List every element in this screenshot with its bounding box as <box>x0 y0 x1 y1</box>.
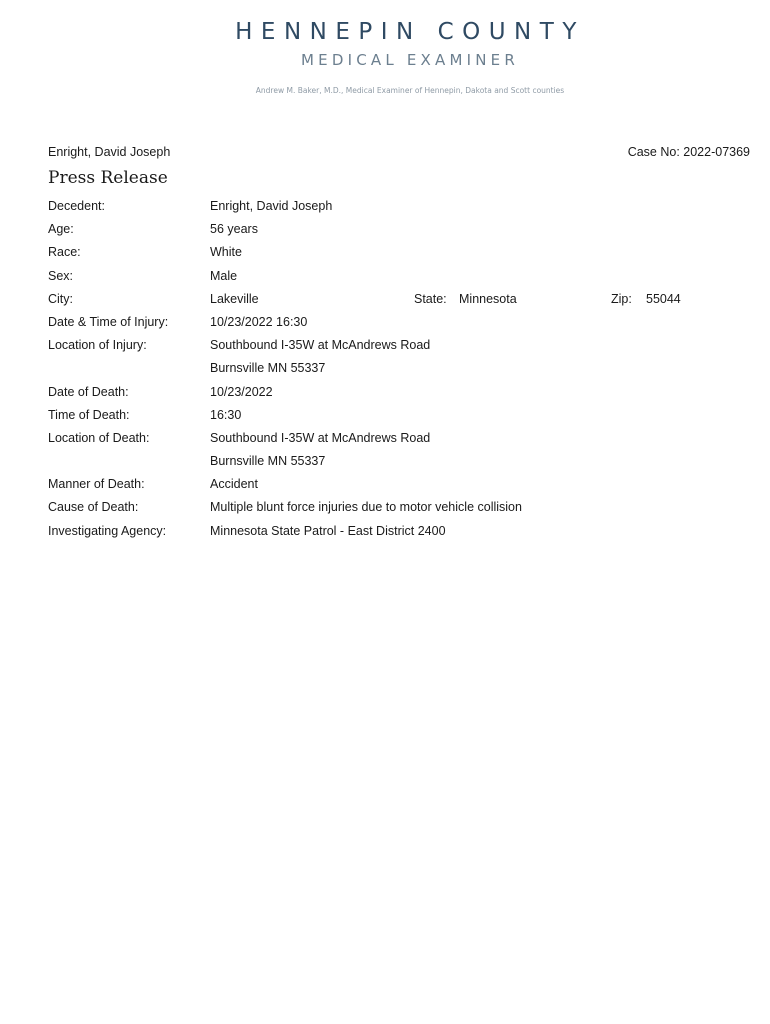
field-value: Southbound I-35W at McAndrews Road <box>210 338 431 353</box>
field-row-agency <box>48 523 750 546</box>
field-value: White <box>210 245 242 260</box>
press-release-fields <box>48 198 750 546</box>
field-row-manner <box>48 476 750 499</box>
field-label: Cause of Death: <box>48 500 139 515</box>
field-label: City: <box>48 291 73 306</box>
field-label: Location of Injury: <box>48 338 147 353</box>
field-label: Manner of Death: <box>48 477 145 492</box>
field-value: Multiple blunt force injuries due to motor vehicle collision <box>210 500 522 515</box>
field-label: Location of Death: <box>48 430 150 445</box>
field-row-city <box>48 291 750 314</box>
letterhead <box>0 18 770 96</box>
field-label: Date & Time of Injury: <box>48 314 169 329</box>
field-value: Minnesota State Patrol - East District 2400 <box>210 523 446 538</box>
state-label: State: <box>414 291 447 306</box>
field-label: Investigating Agency: <box>48 523 167 538</box>
field-value: 56 years <box>210 222 258 237</box>
field-value: 10/23/2022 16:30 <box>210 314 308 329</box>
field-value: 10/23/2022 <box>210 384 273 399</box>
field-label: Race: <box>48 245 81 260</box>
page-title: Press Release <box>48 168 168 188</box>
field-label: Time of Death: <box>48 407 130 422</box>
field-label: Decedent: <box>48 199 105 213</box>
field-value: Lakeville <box>210 291 259 306</box>
field-value: Male <box>210 268 238 283</box>
document-header <box>48 145 750 161</box>
field-value: Southbound I-35W at McAndrews Road <box>210 430 431 445</box>
letterhead-subtitle: Andrew M. Baker, M.D., Medical Examiner of Hennepin, Dakota and Scott counties <box>255 86 565 95</box>
field-label: Sex: <box>48 268 74 283</box>
zip-value: 55044 <box>646 291 681 306</box>
case-number: Case No: 2022-07369 <box>627 145 750 159</box>
field-row-race <box>48 244 750 267</box>
field-row-death-time <box>48 407 750 430</box>
state-value: Minnesota <box>459 291 517 306</box>
field-value: Burnsville MN 55337 <box>210 454 326 469</box>
field-value: 16:30 <box>210 407 242 422</box>
field-row-death-location-line2 <box>48 453 750 476</box>
field-value: Accident <box>210 477 258 492</box>
field-row-injury-location-line2 <box>48 360 750 383</box>
field-label: Date of Death: <box>48 384 129 399</box>
field-value: Enright, David Joseph <box>210 199 333 213</box>
field-row-sex <box>48 268 750 291</box>
field-row-injury-datetime <box>48 314 750 337</box>
field-row-cause <box>48 499 750 522</box>
field-row-death-location <box>48 430 750 453</box>
field-value: Burnsville MN 55337 <box>210 361 326 376</box>
field-row-age <box>48 221 750 244</box>
field-row-injury-location <box>48 337 750 360</box>
header-decedent-name: Enright, David Joseph <box>48 145 171 159</box>
field-row-death-date <box>48 384 750 407</box>
county-name: HENNEPIN COUNTY <box>235 19 585 45</box>
office-name: MEDICAL EXAMINER <box>301 51 519 69</box>
field-label: Age: <box>48 222 74 237</box>
field-row-decedent <box>48 198 750 221</box>
zip-label: Zip: <box>611 291 632 306</box>
